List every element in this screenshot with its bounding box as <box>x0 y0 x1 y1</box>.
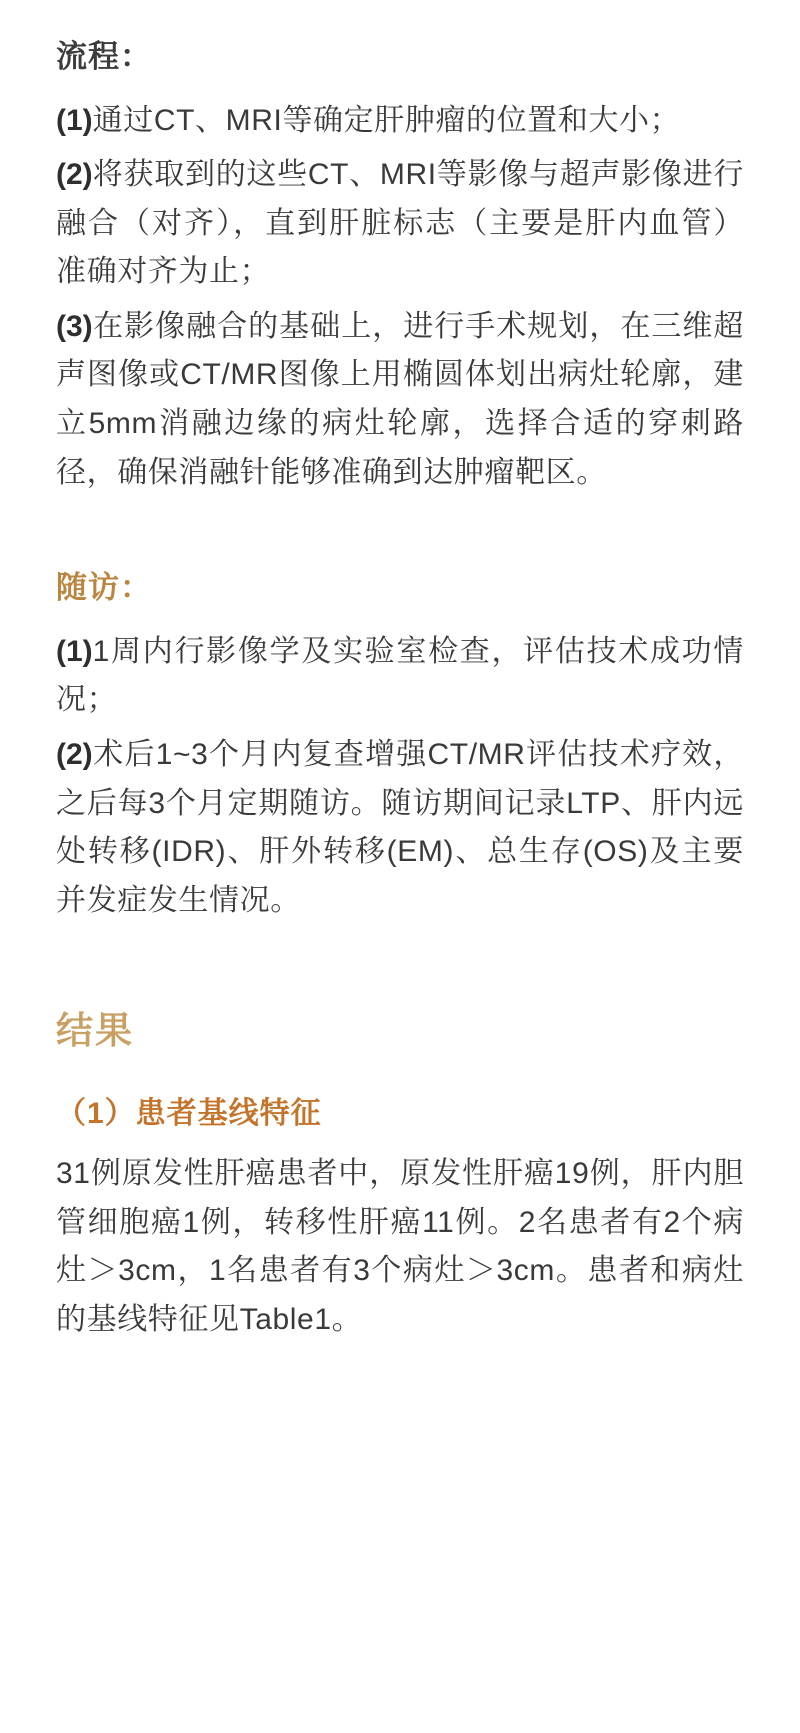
paragraph-followup-2 <box>56 731 744 925</box>
paragraph-text: 术后1~3个月内复查增强CT/MR评估技术疗效，之后每3个月定期随访。随访期间记录LTP、肝内远处转移(IDR)、肝外转移(EM)、总生存(OS)及主要并发症发生情况。 <box>56 737 744 917</box>
paragraph-text: 在影像融合的基础上，进行手术规划，在三维超声图像或CT/MR图像上用椭圆体划出病灶轮廓，建立5mm消融边缘的病灶轮廓，选择合适的穿刺路径，确保消融针能够准确到达肿瘤靶区。 <box>56 309 744 489</box>
section-heading-procedure: 流程： <box>56 39 152 74</box>
list-number: (3) <box>56 309 93 343</box>
list-number: (2) <box>56 158 93 192</box>
section-heading-followup: 随访： <box>56 570 152 606</box>
list-number: (1) <box>56 634 93 668</box>
paragraph-followup-1 <box>56 628 744 725</box>
list-number: (1) <box>56 103 93 137</box>
paragraph-text: 通过CT、MRI等确定肝肿瘤的位置和大小； <box>92 103 681 137</box>
paragraph-baseline-body: 31例原发性肝癌患者中，原发性肝癌19例，肝内胆管细胞癌1例，转移性肝癌11例。2名患者有2个病灶＞3cm，1名患者有3个病灶＞3cm。患者和病灶的基线特征见Table1。 <box>56 1157 744 1336</box>
paragraph-procedure-2 <box>56 151 744 297</box>
subsection-title-baseline: （1）患者基线特征 <box>56 1097 322 1131</box>
paragraph-procedure-1 <box>56 97 744 146</box>
list-number: (2) <box>56 737 93 771</box>
paragraph-text: 1周内行影像学及实验室检查，评估技术成功情况； <box>56 634 744 717</box>
section-spacer <box>56 503 744 565</box>
result-title: 结果 <box>56 1010 134 1052</box>
result-spacer <box>56 931 744 1005</box>
paragraph-text: 将获取到的这些CT、MRI等影像与超声影像进行融合（对齐），直到肝脏标志（主要是肝内血管）准确对齐为止； <box>56 158 744 289</box>
paragraph-procedure-3 <box>56 303 744 497</box>
